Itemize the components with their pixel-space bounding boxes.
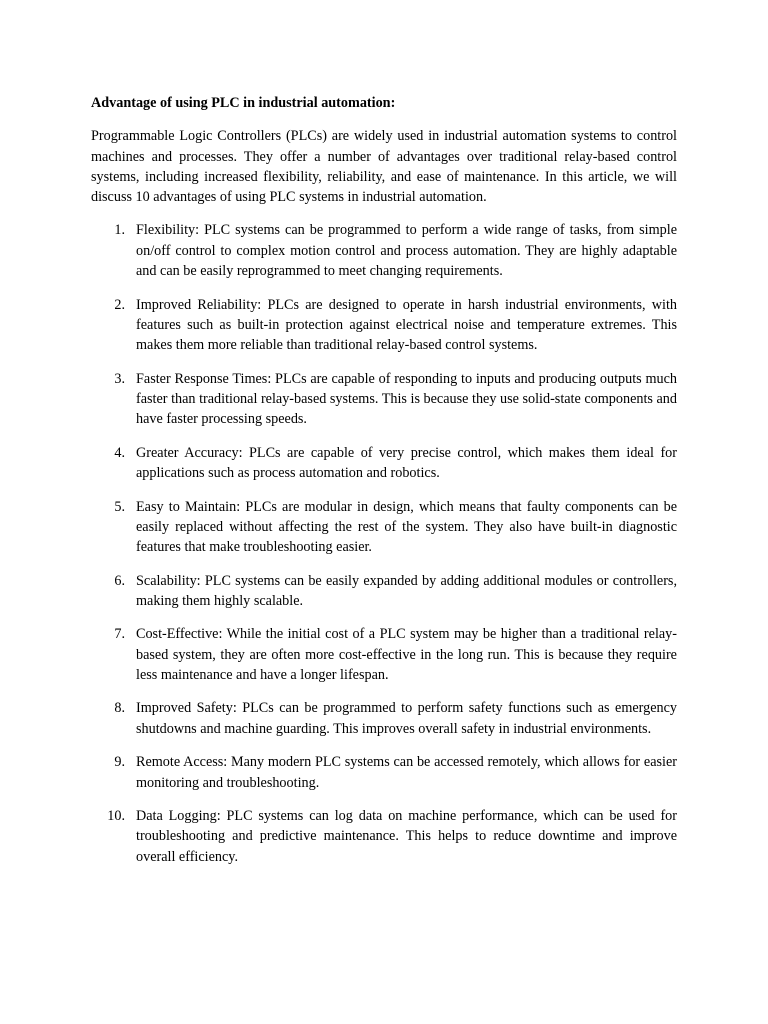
- list-item-number: 8.: [114, 700, 125, 717]
- list-item-text: Improved Reliability: PLCs are designed to operate in harsh industrial environments, with features such as built-in protection against electrical noise and temperature extremes. This makes them more reliable than traditional relay-based control systems.: [136, 296, 677, 354]
- list-item: [91, 369, 677, 430]
- list-item-text: Faster Response Times: PLCs are capable of responding to inputs and producing outputs much faster than traditional relay-based systems. This is because they use solid-state components and have faster processing speeds.: [136, 370, 677, 428]
- list-item: [91, 698, 677, 739]
- list-item: [91, 806, 677, 867]
- advantages-list: [91, 220, 677, 866]
- list-item-text: Flexibility: PLC systems can be programmed to perform a wide range of tasks, from simple on/off control to complex motion control and process automation. They are highly adaptable and can be easily reprogrammed to meet changing requirements.: [136, 222, 677, 280]
- list-item-number: 3.: [114, 370, 125, 387]
- list-item-text: Scalability: PLC systems can be easily expanded by adding additional modules or controllers, making them highly scalable.: [136, 572, 677, 609]
- intro-paragraph: Programmable Logic Controllers (PLCs) are widely used in industrial automation systems to control machines and processes. They offer a number of advantages over traditional relay-based control systems, including increased flexibility, reliability, and ease of maintenance. In this article, we will discuss 10 advantages of using PLC systems in industrial automation.: [91, 128, 677, 206]
- list-item-number: 5.: [114, 498, 125, 515]
- list-item: [91, 752, 677, 793]
- list-item-number: 6.: [114, 572, 125, 589]
- list-item-number: 9.: [114, 754, 125, 771]
- list-item-text: Greater Accuracy: PLCs are capable of very precise control, which makes them ideal for applications such as process automation and robotics.: [136, 444, 677, 482]
- list-item-text: Remote Access: Many modern PLC systems can be accessed remotely, which allows for easier monitoring and troubleshooting.: [136, 754, 677, 791]
- list-item-text: Improved Safety: PLCs can be programmed to perform safety functions such as emergency shutdowns and machine guarding. This improves overall safety in industrial environments.: [136, 700, 677, 737]
- document-body: [91, 93, 677, 880]
- list-item: [91, 571, 677, 612]
- list-item: [91, 220, 677, 281]
- list-item-text: Cost-Effective: While the initial cost of a PLC system may be higher than a traditional relay-based system, they are often more cost-effective in the long run. This is because they require less maintenance and have a longer lifespan.: [136, 626, 677, 683]
- list-item-number: 4.: [114, 444, 125, 461]
- document-title: Advantage of using PLC in industrial automation:: [91, 95, 396, 111]
- list-item-text: Easy to Maintain: PLCs are modular in design, which means that faulty components can be easily replaced without affecting the rest of the system. They also have built-in diagnostic features that make troubleshooting easier.: [136, 498, 677, 556]
- list-item-text: Data Logging: PLC systems can log data on machine performance, which can be used for troubleshooting and predictive maintenance. This helps to reduce downtime and improve overall efficiency.: [136, 808, 677, 865]
- list-item: [91, 443, 677, 484]
- list-item: [91, 497, 677, 558]
- list-item-number: 7.: [114, 626, 125, 643]
- list-item: [91, 295, 677, 356]
- list-item-number: 2.: [114, 296, 125, 313]
- list-item-number: 1.: [114, 222, 125, 239]
- list-item-number: 10.: [107, 808, 125, 824]
- list-item: [91, 624, 677, 685]
